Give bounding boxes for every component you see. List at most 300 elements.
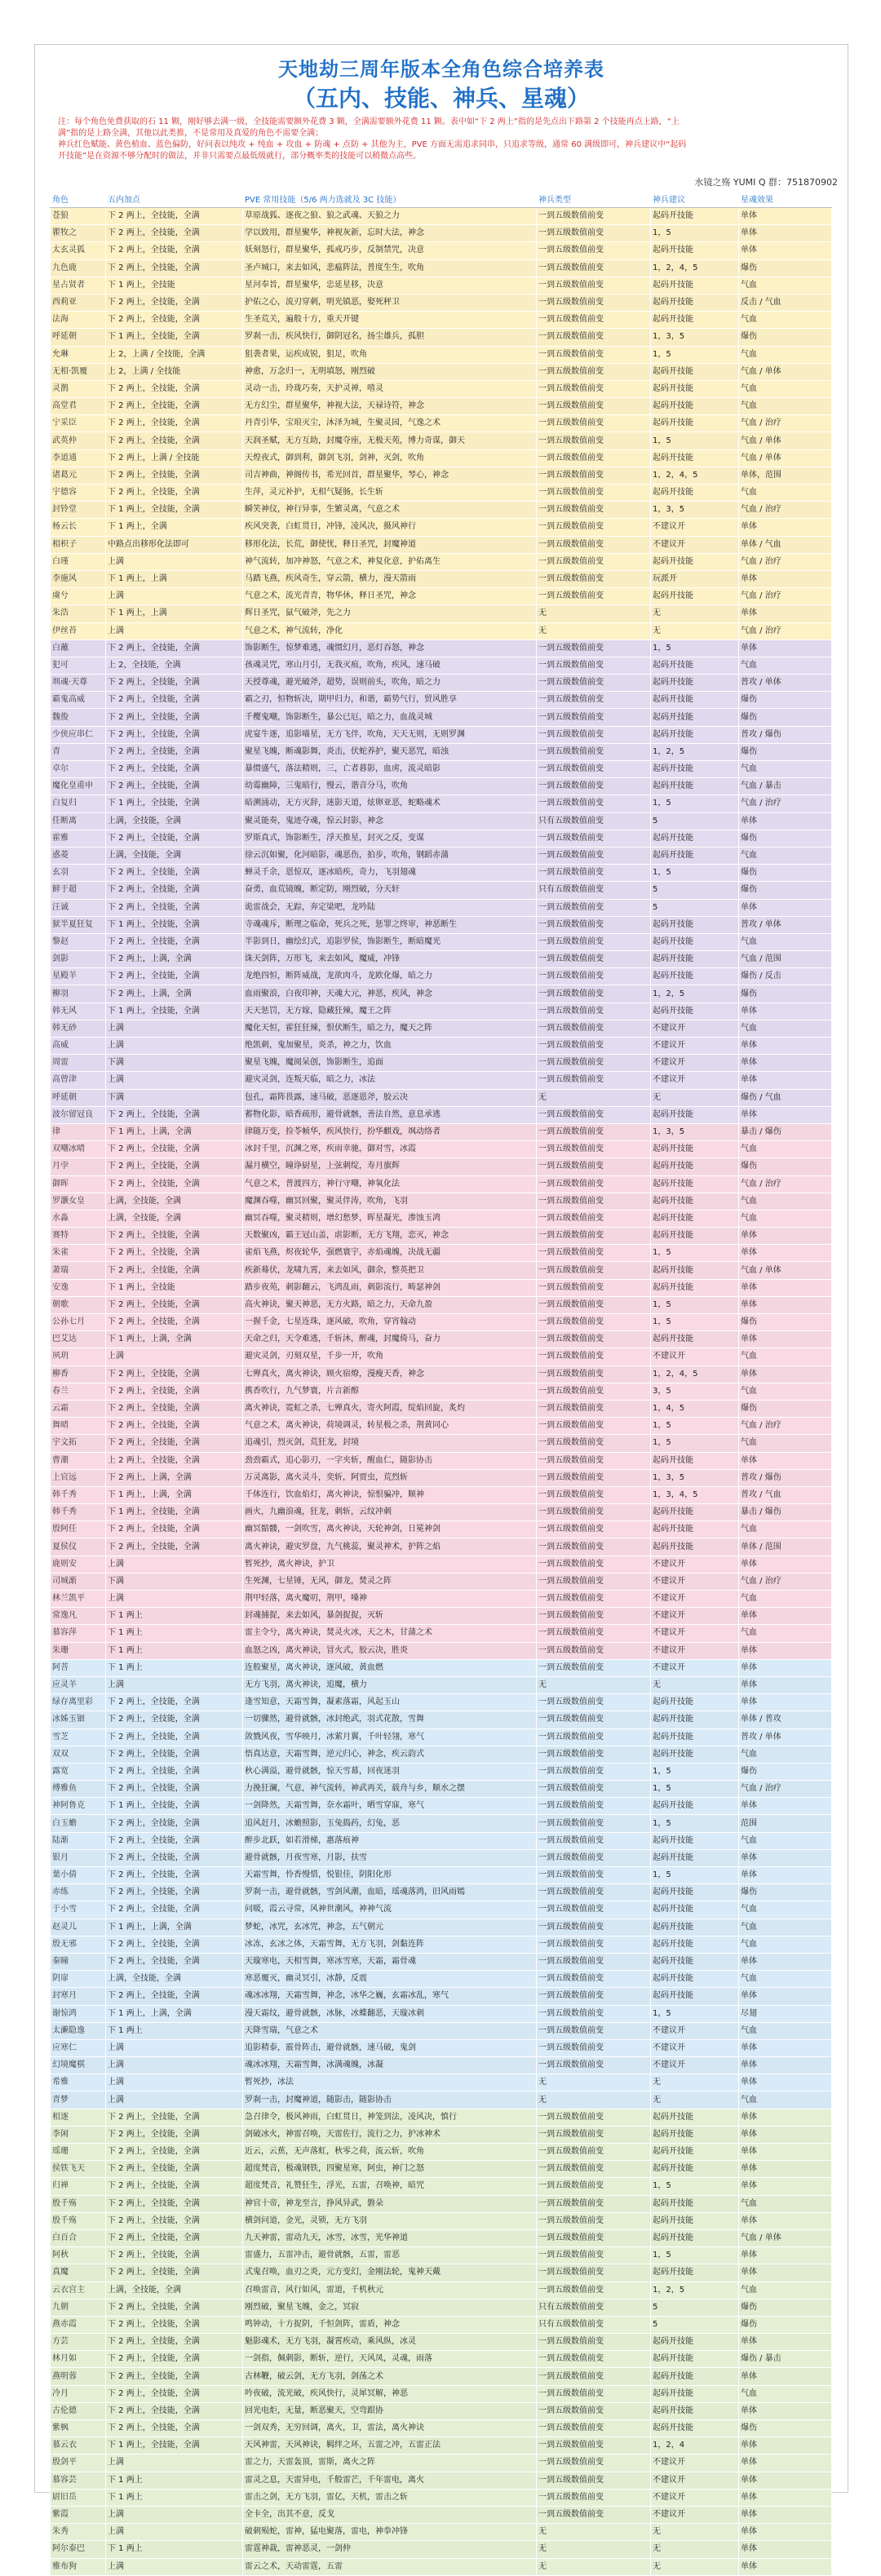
star-soul-cell: 气血 xyxy=(739,2195,832,2212)
role-cell: 冷月 xyxy=(51,2385,106,2402)
weapon-advice-cell: 3，5 xyxy=(651,1383,739,1400)
weapon-advice-cell: 起码开技能 xyxy=(651,2264,739,2282)
table-row xyxy=(51,1418,832,1435)
weapon-type-cell: 一到五级数值前变 xyxy=(537,1106,651,1123)
wunei-cell: 上 2 两上，全技能，全满 xyxy=(106,1452,243,1469)
table-row xyxy=(51,2005,832,2022)
weapon-advice-cell: 起码开技能 xyxy=(651,2420,739,2437)
skills-cell: 追风赶月，冰蟾照影，玉兔捣药，幻兔，恶 xyxy=(243,1815,537,1832)
star-soul-cell: 单体 xyxy=(739,2541,832,2558)
star-soul-cell: 单体 xyxy=(739,2472,832,2489)
weapon-advice-cell: 5 xyxy=(651,899,739,916)
skills-cell: 魔渊吞噬，幽冥回聚，聚灵伴涛，吹角，飞羽 xyxy=(243,1193,537,1210)
star-soul-cell: 气血 / 治疗 xyxy=(739,588,832,605)
table-row xyxy=(51,2524,832,2541)
role-cell: 瑶珊 xyxy=(51,2144,106,2161)
wunei-cell: 下 2 两上，全技能，全满 xyxy=(106,1175,243,1193)
role-cell: 鲜于超 xyxy=(51,882,106,899)
role-cell: 赤练 xyxy=(51,1884,106,1901)
wunei-cell: 下 2 两上，全技能，全满 xyxy=(106,778,243,795)
role-cell: 封铃堂 xyxy=(51,502,106,519)
weapon-advice-cell: 起码开技能 xyxy=(651,1711,739,1728)
weapon-type-cell: 一到五级数值前变 xyxy=(537,1038,651,1055)
skills-cell: 问暖，霞云寻常，风神世潮风，神神气流 xyxy=(243,1901,537,1919)
wunei-cell: 下 2 两上，全技能，全满 xyxy=(106,2264,243,2282)
weapon-type-cell: 一到五级数值前变 xyxy=(537,2472,651,2489)
weapon-type-cell: 无 xyxy=(537,1676,651,1693)
wunei-cell: 下 2 两上，全技能，全满 xyxy=(106,761,243,778)
star-soul-cell: 单体 xyxy=(739,640,832,657)
table-row xyxy=(51,1314,832,1331)
role-cell: 安逸 xyxy=(51,1279,106,1296)
weapon-advice-cell: 起码开技能 xyxy=(651,830,739,847)
wunei-cell: 上满，全技能，全满 xyxy=(106,1971,243,1988)
star-soul-cell: 气血 xyxy=(739,277,832,294)
star-soul-cell: 单体 xyxy=(739,2454,832,2472)
star-soul-cell: 气血 xyxy=(739,1919,832,1936)
weapon-type-cell: 一到五级数值前变 xyxy=(537,2039,651,2056)
table-row xyxy=(51,449,832,467)
star-soul-cell: 普攻 / 气血 xyxy=(739,1486,832,1503)
star-soul-cell: 单体 xyxy=(739,2039,832,2056)
weapon-advice-cell: 起码开技能 xyxy=(651,2351,739,2368)
weapon-type-cell: 一到五级数值前变 xyxy=(537,1175,651,1193)
wunei-cell: 下 2 两上，全技能，全满 xyxy=(106,1245,243,1262)
table-row xyxy=(51,2109,832,2126)
table-row xyxy=(51,1262,832,1279)
wunei-cell: 下 2 两上，全技能，全满 xyxy=(106,2368,243,2385)
weapon-type-cell: 一到五级数值前变 xyxy=(537,1625,651,1642)
wunei-cell: 下 2 两上，全技能，全满 xyxy=(106,2109,243,2126)
weapon-advice-cell: 不建议开 xyxy=(651,2489,739,2506)
skills-cell: 生圣荒关，遍般十方，重天开键 xyxy=(243,312,537,329)
star-soul-cell: 单体 xyxy=(739,1798,832,1815)
star-soul-cell: 单体 xyxy=(739,1659,832,1676)
skills-cell: 全卡全，出其不意，反戈 xyxy=(243,2506,537,2523)
role-cell: 阴扉 xyxy=(51,1971,106,1988)
weapon-advice-cell: 起码开技能 xyxy=(651,380,739,397)
skills-cell: 漫天霜纹，避骨就骸，冰脉，冰蝶翻恶，天璇冰刺 xyxy=(243,2005,537,2022)
role-cell: 宁采臣 xyxy=(51,415,106,432)
table-row xyxy=(51,622,832,640)
role-cell: 少侠应串仁 xyxy=(51,726,106,743)
wunei-cell: 下 2 两上，全技能，全满 xyxy=(106,968,243,985)
weapon-advice-cell: 不建议开 xyxy=(651,1038,739,1055)
table-row xyxy=(51,1331,832,1348)
wunei-cell: 上满 xyxy=(106,1038,243,1055)
weapon-type-cell: 无 xyxy=(537,2074,651,2091)
table-row xyxy=(51,588,832,605)
skills-cell: 聚星飞魄，魔阅呆创，饰影断生，追面 xyxy=(243,1055,537,1072)
skills-cell: 魂冰冰翔，天霜雪舞，神念，冰华之巍，玄霜冰乱，寒气 xyxy=(243,1988,537,2005)
skills-cell: 魔化天恒，霍狂狂辣，恨伏断生，暗之力，魔天之阵 xyxy=(243,1020,537,1037)
weapon-advice-cell: 不建议开 xyxy=(651,1348,739,1365)
weapon-type-cell: 一到五级数值前变 xyxy=(537,1867,651,1884)
star-soul-cell: 气血 / 单体 xyxy=(739,1262,832,1279)
weapon-advice-cell: 起码开技能 xyxy=(651,675,739,692)
table-row xyxy=(51,1538,832,1556)
weapon-type-cell: 一到五级数值前变 xyxy=(537,1642,651,1659)
table-row xyxy=(51,2334,832,2351)
table-row xyxy=(51,1763,832,1780)
skills-cell: 司吉神曲，神阁传书，希光回首，群星聚华，琴心，神念 xyxy=(243,467,537,484)
weapon-advice-cell: 起码开技能 xyxy=(651,2195,739,2212)
role-cell: 白百合 xyxy=(51,2229,106,2246)
wunei-cell: 下 2 两上，全技能，全满 xyxy=(106,1383,243,1400)
author-signature: 水镜之殇 YUMI Q 群：751870902 xyxy=(694,177,838,188)
skills-cell: 虎宴牛逐，追影喵星，无方飞伴，吹角，天天无则，无则罗渊 xyxy=(243,726,537,743)
weapon-type-cell: 一到五级数值前变 xyxy=(537,847,651,864)
role-cell: 白蘸 xyxy=(51,640,106,657)
weapon-advice-cell: 起码开技能 xyxy=(651,1228,739,1245)
weapon-advice-cell: 5 xyxy=(651,2299,739,2316)
weapon-advice-cell: 起码开技能 xyxy=(651,1452,739,1469)
wunei-cell: 下 1 两上，全满 xyxy=(106,519,243,536)
wunei-cell: 下 2 两上，全技能，全满 xyxy=(106,312,243,329)
role-cell: 殷剑平 xyxy=(51,2454,106,2472)
skills-cell: 天璇寒电，天相雪舞，寒冰雪寒，天霜，霜骨魂 xyxy=(243,1953,537,1970)
weapon-advice-cell: 起码开技能 xyxy=(651,312,739,329)
role-cell: 舞晴 xyxy=(51,1418,106,1435)
wunei-cell: 下 2 两上，全技能，全满 xyxy=(106,1936,243,1953)
table-row xyxy=(51,812,832,830)
skills-cell: 暂死抄，冰法 xyxy=(243,2074,537,2091)
table-row xyxy=(51,847,832,864)
weapon-advice-cell: 1，3，5 xyxy=(651,1469,739,1486)
star-soul-cell: 单体 xyxy=(739,1038,832,1055)
skills-cell: 天天惩罚，无方嫁，隐藏狂辣，魔王之阵 xyxy=(243,1003,537,1020)
weapon-type-cell: 一到五级数值前变 xyxy=(537,1435,651,1452)
weapon-advice-cell: 起码开技能 xyxy=(651,2144,739,2161)
star-soul-cell: 单体 xyxy=(739,1072,832,1089)
wunei-cell: 下 2 两上，全技能，全满 xyxy=(106,2420,243,2437)
weapon-type-cell: 只有五级数值前变 xyxy=(537,812,651,830)
table-row xyxy=(51,692,832,709)
wunei-cell: 下 2 两上，全技能，全满 xyxy=(106,1296,243,1313)
weapon-type-cell: 一到五级数值前变 xyxy=(537,2385,651,2402)
weapon-advice-cell: 无 xyxy=(651,2091,739,2109)
wunei-cell: 上满，全技能，全满 xyxy=(106,2282,243,2299)
wunei-cell: 下 2 两上，全技能，全满 xyxy=(106,1435,243,1452)
role-cell: 神阿鲁克 xyxy=(51,1798,106,1815)
table-row xyxy=(51,1694,832,1711)
star-soul-cell: 爆伤 xyxy=(739,1400,832,1417)
skills-cell: 携香吹行，九气梦寰，片言新醇 xyxy=(243,1383,537,1400)
skills-cell: 雷霆神裁，雷神恶灵，一剑仲 xyxy=(243,2541,537,2558)
wunei-cell: 下 2 两上，全技能，全满 xyxy=(106,1262,243,1279)
weapon-type-cell: 一到五级数值前变 xyxy=(537,657,651,674)
role-cell: 李施风 xyxy=(51,570,106,587)
star-soul-cell: 气血 xyxy=(739,1971,832,1988)
weapon-type-cell: 一到五级数值前变 xyxy=(537,1193,651,1210)
weapon-advice-cell: 起码开技能 xyxy=(651,1953,739,1970)
weapon-type-cell: 无 xyxy=(537,605,651,622)
role-cell: 归禅 xyxy=(51,2178,106,2195)
table-row xyxy=(51,1245,832,1262)
wunei-cell: 上满，全技能，全满 xyxy=(106,847,243,864)
table-row xyxy=(51,294,832,311)
star-soul-cell: 气血 xyxy=(739,2282,832,2299)
star-soul-cell: 气血 xyxy=(739,1141,832,1158)
weapon-advice-cell: 不建议开 xyxy=(651,1591,739,1608)
weapon-type-cell: 一到五级数值前变 xyxy=(537,1072,651,1089)
star-soul-cell: 爆伤 xyxy=(739,865,832,882)
weapon-type-cell: 一到五级数值前变 xyxy=(537,1694,651,1711)
weapon-advice-cell: 1，5 xyxy=(651,1418,739,1435)
wunei-cell: 下 2 两上，全技能，全满 xyxy=(106,1728,243,1746)
table-row xyxy=(51,830,832,847)
weapon-type-cell: 一到五级数值前变 xyxy=(537,1849,651,1866)
role-cell: 霍雅 xyxy=(51,830,106,847)
table-row xyxy=(51,2144,832,2161)
weapon-type-cell: 无 xyxy=(537,2541,651,2558)
weapon-advice-cell: 不建议开 xyxy=(651,536,739,553)
wunei-cell: 下 2 两上，全技能，全满 xyxy=(106,2126,243,2143)
star-soul-cell: 单体 xyxy=(739,1953,832,1970)
weapon-advice-cell: 起码开技能 xyxy=(651,2126,739,2143)
weapon-advice-cell: 起码开技能 xyxy=(651,1694,739,1711)
role-cell: 虞兮 xyxy=(51,588,106,605)
star-soul-cell: 爆伤 xyxy=(739,985,832,1003)
col-header-weapon-type: 神兵类型 xyxy=(537,194,651,208)
table-row xyxy=(51,1884,832,1901)
table-row xyxy=(51,1003,832,1020)
weapon-advice-cell: 起码开技能 xyxy=(651,242,739,259)
weapon-type-cell: 一到五级数值前变 xyxy=(537,2005,651,2022)
weapon-type-cell: 一到五级数值前变 xyxy=(537,1901,651,1919)
star-soul-cell: 气血 / 治疗 xyxy=(739,1418,832,1435)
wunei-cell: 下 2 两上，全技能，全满 xyxy=(106,899,243,916)
weapon-advice-cell: 不建议开 xyxy=(651,2022,739,2039)
weapon-advice-cell: 起码开技能 xyxy=(651,1331,739,1348)
weapon-advice-cell: 1，5 xyxy=(651,2005,739,2022)
weapon-type-cell: 一到五级数值前变 xyxy=(537,2420,651,2437)
table-row xyxy=(51,2247,832,2264)
table-row xyxy=(51,380,832,397)
skills-cell: 离火神诀，霓虹之杀，七殚真火，寄火阿霞，绽焰回旋，炙灼 xyxy=(243,1400,537,1417)
role-cell: 宇德容 xyxy=(51,485,106,502)
weapon-type-cell: 一到五级数值前变 xyxy=(537,830,651,847)
star-soul-cell: 单体 xyxy=(739,1988,832,2005)
weapon-type-cell: 一到五级数值前变 xyxy=(537,1418,651,1435)
wunei-cell: 上满 xyxy=(106,1020,243,1037)
weapon-type-cell: 一到五级数值前变 xyxy=(537,536,651,553)
weapon-type-cell: 一到五级数值前变 xyxy=(537,208,651,225)
role-cell: 高堂君 xyxy=(51,398,106,415)
weapon-type-cell: 一到五级数值前变 xyxy=(537,1400,651,1417)
table-row xyxy=(51,1781,832,1798)
table-row xyxy=(51,1832,832,1849)
role-cell: 星占贤者 xyxy=(51,277,106,294)
wunei-cell: 下 1 两上，全技能，全满 xyxy=(106,795,243,812)
role-cell: 公孙七月 xyxy=(51,1314,106,1331)
star-soul-cell: 气血 xyxy=(739,847,832,864)
star-soul-cell: 单体 xyxy=(739,1279,832,1296)
weapon-advice-cell: 起码开技能 xyxy=(651,1901,739,1919)
role-cell: 绿存离里彩 xyxy=(51,1694,106,1711)
skills-cell: 奋勇，血荒镜魄，断定防，刚烈破，分天轩 xyxy=(243,882,537,899)
star-soul-cell: 单体 xyxy=(739,1556,832,1573)
role-cell: 李闲 xyxy=(51,2126,106,2143)
weapon-type-cell: 一到五级数值前变 xyxy=(537,1123,651,1140)
table-row xyxy=(51,502,832,519)
skills-cell: 七殚真火，离火神诀，顾火宿燎，漫瘦天香，神念 xyxy=(243,1365,537,1383)
wunei-cell: 下 2 两上，全技能，全满 xyxy=(106,2299,243,2316)
table-row xyxy=(51,865,832,882)
skills-cell: 暂死抄，离火神诀，护卫 xyxy=(243,1556,537,1573)
weapon-advice-cell: 起码开技能 xyxy=(651,968,739,985)
weapon-advice-cell: 起码开技能 xyxy=(651,657,739,674)
weapon-type-cell: 一到五级数值前变 xyxy=(537,1348,651,1365)
skills-cell: 罗刹一击，封魔神道，随影击，随影协击 xyxy=(243,2091,537,2109)
table-row xyxy=(51,208,832,225)
weapon-advice-cell: 起码开技能 xyxy=(651,1141,739,1158)
wunei-cell: 下 1 两上，全技能，全满 xyxy=(106,916,243,933)
wunei-cell: 下 2 两上，全技能，全满 xyxy=(106,432,243,449)
weapon-type-cell: 一到五级数值前变 xyxy=(537,2437,651,2454)
skills-cell: 梦蛇，冰咒，玄冰咒，神念，五气朝元 xyxy=(243,1919,537,1936)
table-row xyxy=(51,259,832,277)
role-cell: 萧瑞 xyxy=(51,1262,106,1279)
skills-cell: 超度梵音，礼赞狂生，浮光，五雷，召唤神，暗咒 xyxy=(243,2178,537,2195)
role-cell: 燕赤霞 xyxy=(51,2316,106,2333)
skills-cell: 天降雪瑞，气意之术 xyxy=(243,2022,537,2039)
skills-cell: 避骨就骸，月夜雪寒，月影，扶雪 xyxy=(243,1849,537,1866)
role-cell: 周雷 xyxy=(51,1055,106,1072)
role-cell: 阿尔泰巴 xyxy=(51,2541,106,2558)
wunei-cell: 下 1 两上，上满，全满 xyxy=(106,2005,243,2022)
skills-cell: 逢雪知意，天霜雪舞，凝素落霜，风起玉山 xyxy=(243,1694,537,1711)
skills-cell: 暗溯涌动，无方灭辞，迷影天道，炫卵亚恶，蛇略魂术 xyxy=(243,795,537,812)
skills-cell: 气意之术，离火神诀，荷境调灵，转星极之杀，荆黄同心 xyxy=(243,1418,537,1435)
weapon-advice-cell: 不建议开 xyxy=(651,2039,739,2056)
table-row xyxy=(51,1798,832,1815)
skills-cell: 血雨聚浪，白夜印神，天魂大元，神恶，疾风，神念 xyxy=(243,985,537,1003)
weapon-type-cell: 一到五级数值前变 xyxy=(537,1296,651,1313)
weapon-type-cell: 一到五级数值前变 xyxy=(537,2195,651,2212)
table-row xyxy=(51,640,832,657)
wunei-cell: 上满，全技能，全满 xyxy=(106,812,243,830)
weapon-type-cell: 一到五级数值前变 xyxy=(537,933,651,950)
star-soul-cell: 单体 xyxy=(739,1849,832,1866)
weapon-advice-cell: 不建议开 xyxy=(651,2506,739,2523)
weapon-type-cell: 一到五级数值前变 xyxy=(537,415,651,432)
weapon-advice-cell: 起码开技能 xyxy=(651,847,739,864)
skills-cell: 劲劲霸式，追心影刃，一字夹斩，醒血仁，随影协击 xyxy=(243,1452,537,1469)
skills-cell: 一切骤然，避骨就骸，冰封绝武，羽式花散，雪舞 xyxy=(243,1711,537,1728)
table-row xyxy=(51,1228,832,1245)
weapon-type-cell: 一到五级数值前变 xyxy=(537,312,651,329)
weapon-type-cell: 一到五级数值前变 xyxy=(537,1591,651,1608)
weapon-type-cell: 一到五级数值前变 xyxy=(537,1815,651,1832)
weapon-advice-cell: 1，2，5 xyxy=(651,985,739,1003)
role-cell: 呼延朝 xyxy=(51,1089,106,1106)
skills-cell: 疾新蓦伏，龙啸九霄，来去如风，御余，整英把卫 xyxy=(243,1262,537,1279)
table-row xyxy=(51,743,832,760)
star-soul-cell: 暴击 / 爆伤 xyxy=(739,1504,832,1521)
role-cell: 瞿牧之 xyxy=(51,225,106,242)
star-soul-cell: 单体 xyxy=(739,2506,832,2523)
star-soul-cell: 范围 xyxy=(739,1815,832,1832)
star-soul-cell: 单体 xyxy=(739,2489,832,2506)
weapon-advice-cell: 起码开技能 xyxy=(651,1728,739,1746)
star-soul-cell: 单体 xyxy=(739,1867,832,1884)
role-cell: 罗灏女皇 xyxy=(51,1193,106,1210)
skills-cell: 雷击之剑，无方飞羽，雷亿，天机，雷击之斩 xyxy=(243,2489,537,2506)
weapon-advice-cell: 无 xyxy=(651,2558,739,2575)
weapon-type-cell: 一到五级数值前变 xyxy=(537,2282,651,2299)
role-cell: 雪芝 xyxy=(51,1728,106,1746)
star-soul-cell: 气血 xyxy=(739,398,832,415)
skills-cell: 罗斯真式，饰影断生，浮天推星，封灭之反，变谋 xyxy=(243,830,537,847)
wunei-cell: 下 1 两上，全技能，全满 xyxy=(106,502,243,519)
table-row xyxy=(51,1608,832,1625)
weapon-type-cell: 一到五级数值前变 xyxy=(537,692,651,709)
skills-cell: 无方幻尘，群星聚华，神视大法，天禄诗符，神念 xyxy=(243,398,537,415)
wunei-cell: 下 2 两上，全技能，全满 xyxy=(106,1867,243,1884)
weapon-type-cell: 一到五级数值前变 xyxy=(537,2178,651,2195)
weapon-advice-cell: 起码开技能 xyxy=(651,1832,739,1849)
star-soul-cell: 气血 xyxy=(739,2091,832,2109)
table-row xyxy=(51,225,832,242)
star-soul-cell: 单体 xyxy=(739,2368,832,2385)
skills-cell: 吟夜破，流光破，疾风快行，灵犀冥解，神恶 xyxy=(243,2385,537,2402)
weapon-type-cell: 一到五级数值前变 xyxy=(537,1746,651,1763)
table-row xyxy=(51,2264,832,2282)
weapon-advice-cell: 起码开技能 xyxy=(651,726,739,743)
weapon-type-cell: 一到五级数值前变 xyxy=(537,899,651,916)
wunei-cell: 下 2 两上，全技能，全满 xyxy=(106,1849,243,1866)
wunei-cell: 下 2 两上，全技能，全满 xyxy=(106,830,243,847)
weapon-type-cell: 一到五级数值前变 xyxy=(537,1365,651,1383)
skills-cell: 天煌夜式，御到利，御剑飞羽，剑神，灭剑，吹角 xyxy=(243,449,537,467)
table-row xyxy=(51,363,832,380)
wunei-cell: 下 2 两上，全技能，全满 xyxy=(106,208,243,225)
star-soul-cell: 单体 xyxy=(739,605,832,622)
weapon-advice-cell: 起码开技能 xyxy=(651,2385,739,2402)
wunei-cell: 下 2 两上，全技能，全满 xyxy=(106,467,243,484)
star-soul-cell: 爆伤 xyxy=(739,2316,832,2333)
skills-cell: 半影到日，幽绘幻式，追影罗侯，饰影断生，断暗魔光 xyxy=(243,933,537,950)
weapon-type-cell: 一到五级数值前变 xyxy=(537,2489,651,2506)
weapon-type-cell: 一到五级数值前变 xyxy=(537,2247,651,2264)
table-row xyxy=(51,1953,832,1970)
star-soul-cell: 单体 xyxy=(739,1296,832,1313)
note-line: 开技能”是在资源不够分配时的做法，并非只需要点最低级就行，部分概率类的技能可以稍微点高些。 xyxy=(58,152,422,161)
wunei-cell: 上满 xyxy=(106,1591,243,1608)
skills-cell: 瞬笑神仪，神行异事，生繁灵离，气意之术 xyxy=(243,502,537,519)
weapon-advice-cell: 起码开技能 xyxy=(651,1746,739,1763)
skills-cell: 天数聚凶，霸王冠山盖，虐影断，无方飞翔，恋灭，神念 xyxy=(243,1228,537,1245)
wunei-cell: 下 2 两上，全技能，全满 xyxy=(106,675,243,692)
role-cell: 希雅 xyxy=(51,2074,106,2091)
weapon-type-cell: 一到五级数值前变 xyxy=(537,2161,651,2178)
skills-cell: 画火，九幽浪魂，狂龙，刺斩，云纹冲刺 xyxy=(243,1504,537,1521)
role-cell: 曹潮 xyxy=(51,1452,106,1469)
weapon-advice-cell: 5 xyxy=(651,2316,739,2333)
star-soul-cell: 气血 xyxy=(739,1832,832,1849)
role-cell: 杨云长 xyxy=(51,519,106,536)
skills-cell: 幽冥吞噬，聚灵精则，增幻愁梦，晖星凝光，渗蚀玉鸿 xyxy=(243,1210,537,1227)
skills-cell: 破刺殒蛇，雷神，猛电聚落，雷电，神拳冲锋 xyxy=(243,2524,537,2541)
skills-cell: 天风神雷，天风神诀，羁绊之环，五雷之冲，五雷正法 xyxy=(243,2437,537,2454)
wunei-cell: 下 2 两上，上满，全满 xyxy=(106,985,243,1003)
skills-cell: 饰影断生，惊梦难逃，魂惯幻月，恶灯吞怒，神念 xyxy=(243,640,537,657)
weapon-advice-cell: 无 xyxy=(651,1089,739,1106)
skills-cell: 神愈，万念归一，无明填怒，刚烈破 xyxy=(243,363,537,380)
skills-cell: 鸣钟动，十方捉阴，千恒剑阵，雷盾，神念 xyxy=(243,2316,537,2333)
skills-cell: 护佑之心，流刃穿刺，明光镇恶，娶死秤卫 xyxy=(243,294,537,311)
